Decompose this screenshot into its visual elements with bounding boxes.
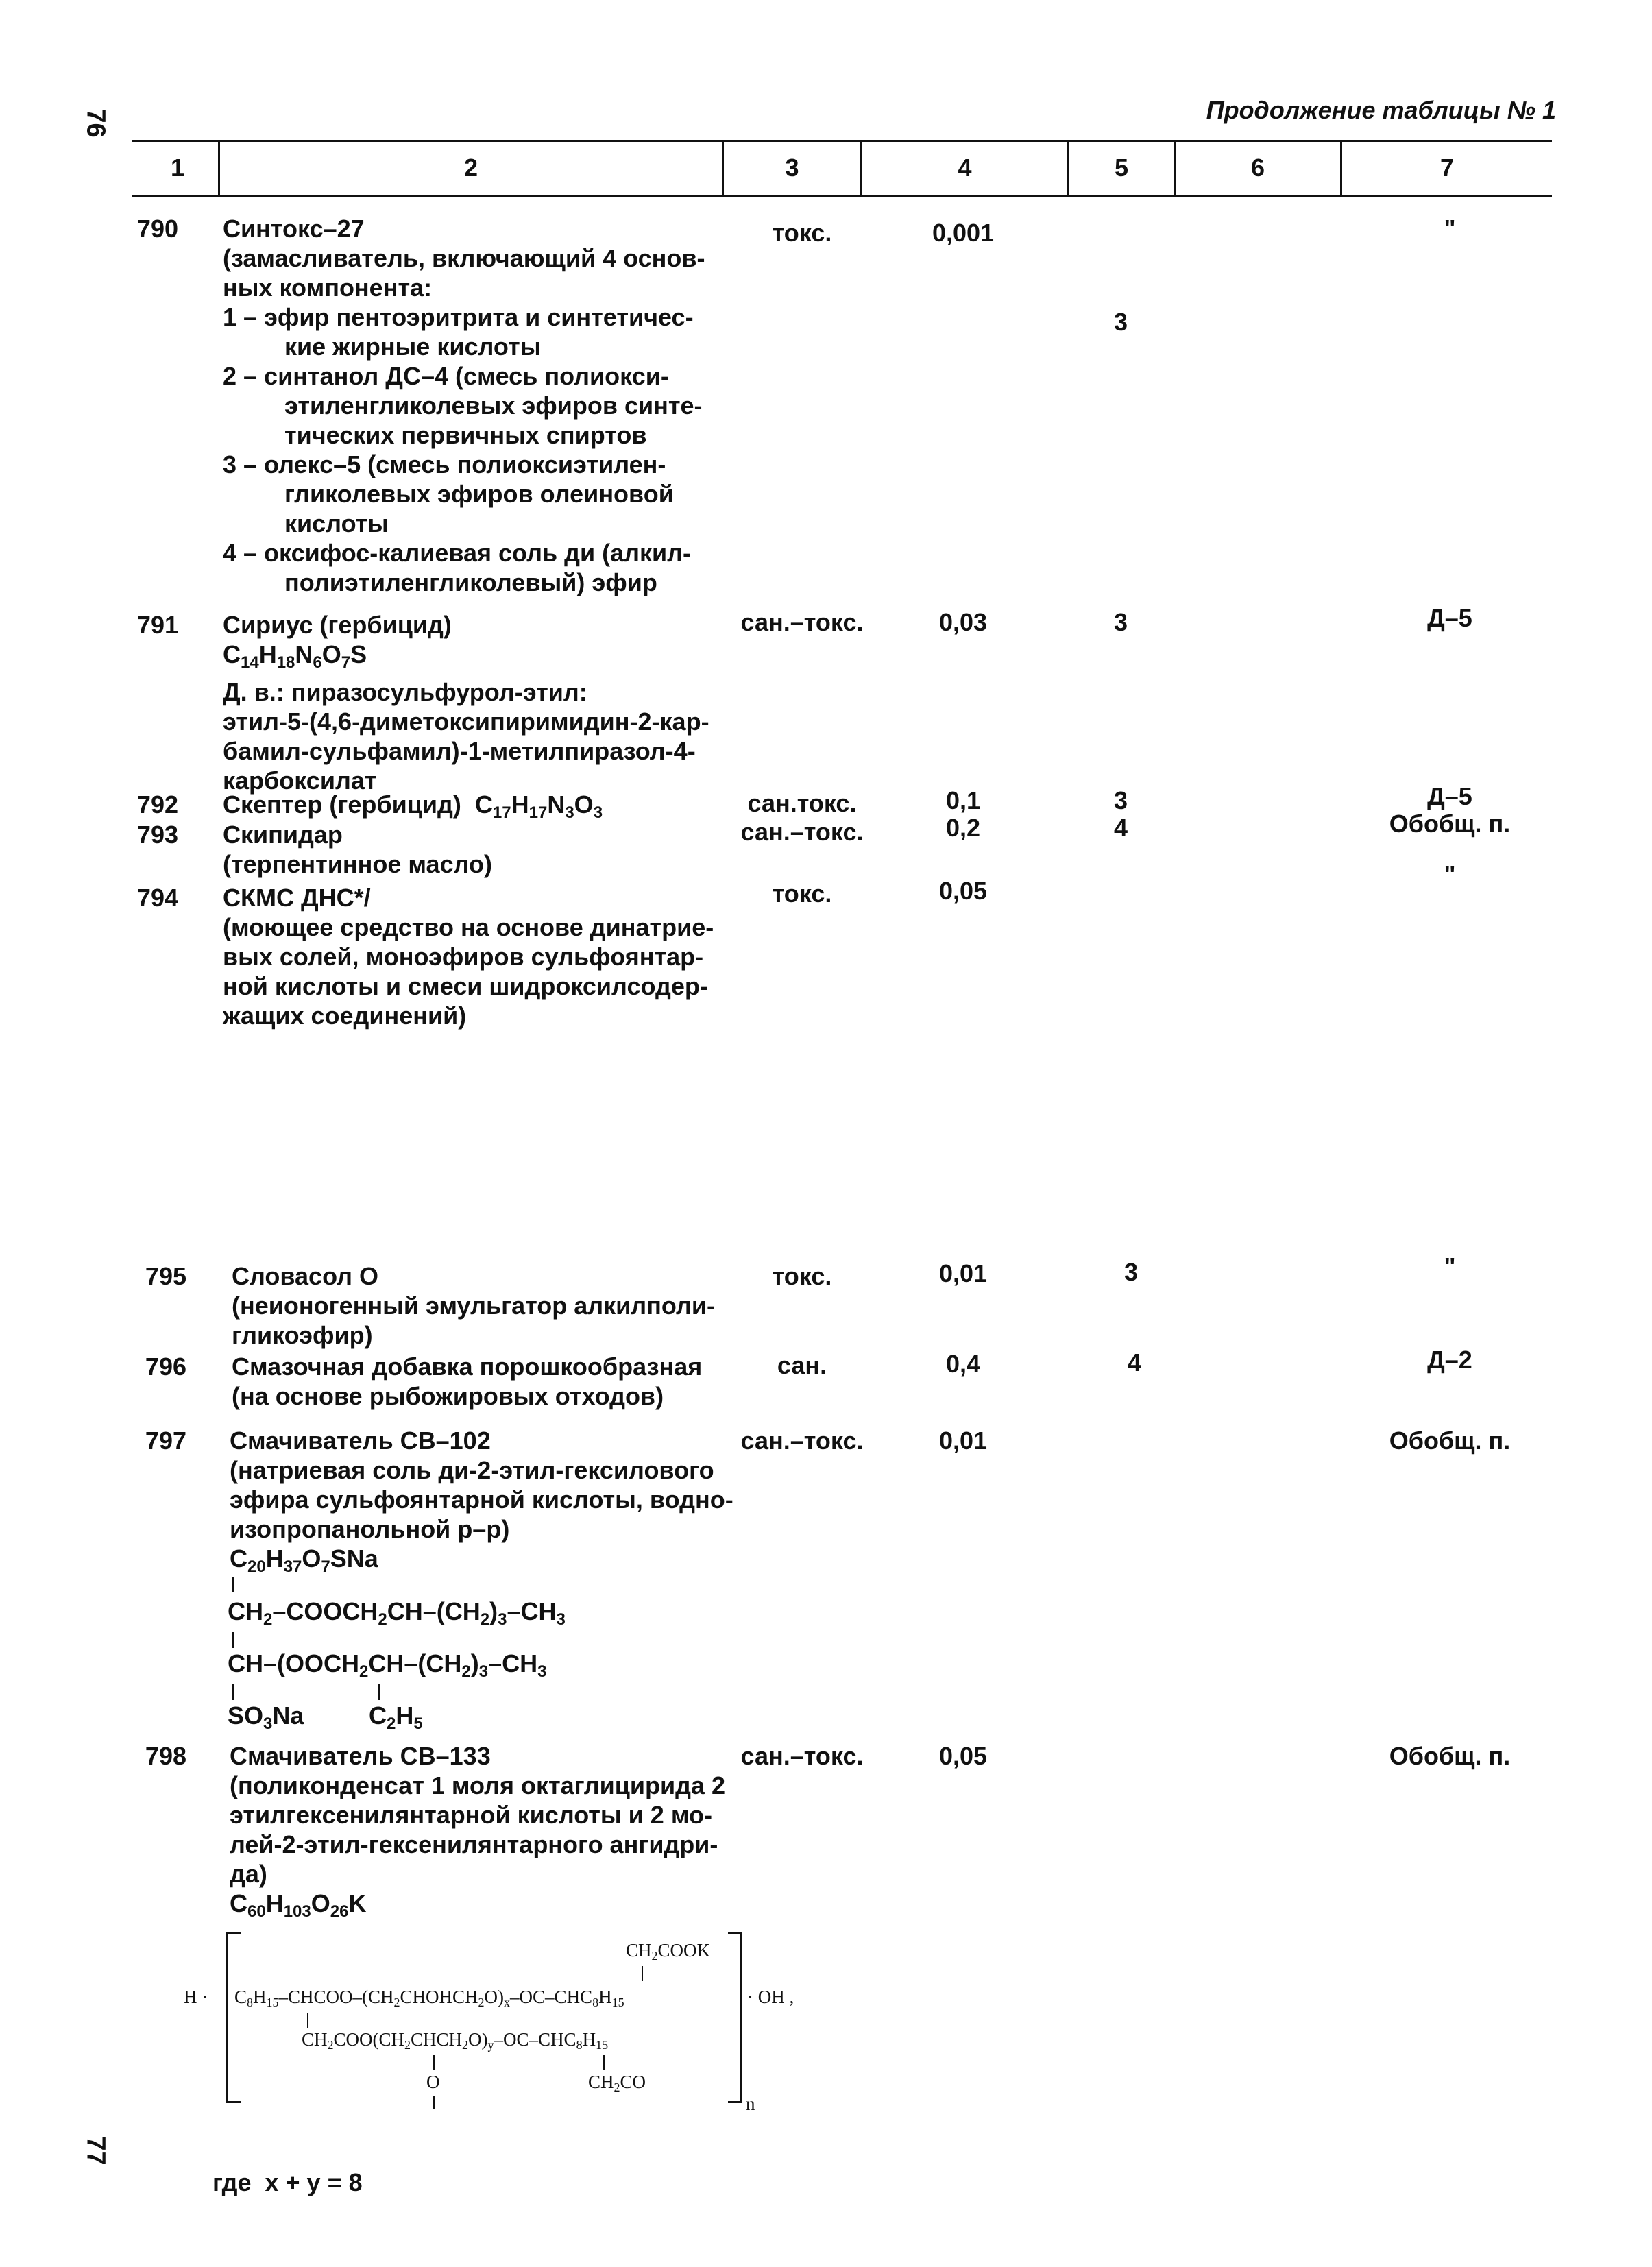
struct-798-suffix: · OH ,	[747, 1987, 794, 2007]
name-line: эфира сульфоянтарной кислоты, водно-	[230, 1486, 733, 1514]
name-line: этилгексенилянтарной кислоты и 2 мо-	[230, 1801, 712, 1829]
row-792-col4: 0,1	[945, 786, 981, 814]
name-line: Д. в.: пиразосульфурол-этил:	[223, 678, 587, 706]
row-796-number: 796	[145, 1353, 186, 1381]
row-795-name	[232, 1261, 739, 1350]
row-793-col3: сан.–токс.	[740, 818, 864, 846]
row-798-col3: сан.–токс.	[740, 1742, 864, 1770]
header-col-7: 7	[1440, 154, 1455, 182]
struct-797-line3a: $SO_3Na$	[228, 1701, 304, 1733]
row-795-col5: 3	[1123, 1258, 1139, 1286]
name-line: (поликонденсат 1 моля октаглицирида 2	[230, 1771, 726, 1799]
row-792-name-line: Скептер (гербицид) $C_{17}H_{17}N_3O_3$	[223, 790, 603, 822]
row-791-col7: Д–5	[1427, 604, 1472, 632]
row-798-name	[230, 1741, 737, 1926]
row-790-number: 790	[136, 215, 178, 243]
row-793-number: 793	[136, 821, 178, 849]
row-797-col4: 0,01	[938, 1427, 988, 1455]
name-line: 2 – синтанол ДС–4 (смесь полиокси-	[223, 362, 669, 390]
name-line: Смазочная добавка порошкообразная	[232, 1353, 703, 1381]
row-798-col7: Обобщ. п.	[1389, 1742, 1511, 1770]
row-791-col3: сан.–токс.	[740, 608, 864, 636]
row-795-number: 795	[145, 1262, 186, 1290]
row-790-col3: токс.	[772, 219, 832, 247]
name-line: Синтокс–27	[223, 215, 365, 243]
name-line: Смачиватель СВ–102	[230, 1427, 491, 1455]
name-line: Смачиватель СВ–133	[230, 1742, 491, 1770]
header-col-4: 4	[958, 154, 972, 182]
name-line: кислоты	[284, 509, 389, 537]
struct-798-main: $C_8H_{15}-CHCOO-(CH_2CHOHCH_2O)_x-OC-CHC_8H_{15}$	[234, 1987, 624, 2009]
row-797-number: 797	[145, 1427, 186, 1455]
row-792-col7: Д–5	[1427, 782, 1472, 810]
name-line: изопропанольной р–р)	[230, 1515, 510, 1543]
struct-798-bottom-r: $CH_2CO$	[588, 2072, 646, 2094]
row-792-name-text: Скептер (гербицид)	[223, 790, 461, 819]
bond-line	[378, 1684, 380, 1700]
row-791-formula: $C_{14}H_{18}N_6O_7S$	[223, 640, 367, 672]
row-796-col4: 0,4	[945, 1350, 981, 1378]
struct-797-line1: $CH_2-COOCH_2CH-(CH_2)_3-CH_3$	[228, 1597, 566, 1629]
name-line: 3 – олекс–5 (смесь полиоксиэтилен-	[223, 450, 666, 478]
row-797-name	[230, 1426, 737, 1581]
name-line: (на основе рыбожировых отходов)	[232, 1382, 664, 1410]
row-792-col3: сан.токс.	[747, 789, 857, 817]
header-col-5: 5	[1114, 154, 1129, 182]
page-number-bottom: 77	[81, 2136, 110, 2166]
name-line: жащих соединений)	[223, 1002, 467, 1030]
row-792-col5: 3	[1113, 786, 1128, 814]
header-col-6: 6	[1250, 154, 1265, 182]
bond-line	[603, 2055, 605, 2070]
row-793-col4: 0,2	[945, 814, 981, 842]
row-795-col3: токс.	[772, 1262, 832, 1290]
bond-line	[433, 2055, 435, 2070]
row-796-col5: 4	[1127, 1348, 1142, 1377]
name-line: Сириус (гербицид)	[223, 611, 452, 639]
struct-798-right-bracket	[728, 1932, 742, 2103]
table-top-rule	[132, 140, 1552, 142]
name-line: карбоксилат	[223, 766, 377, 795]
bond-line	[232, 1632, 234, 1648]
row-794-number: 794	[136, 884, 178, 912]
struct-798-mid: $CH_2COO(CH_2CHCH_2O)_y-OC-CHC_8H_{15}$	[302, 2029, 609, 2052]
name-line: вых солей, моноэфиров сульфоянтар-	[223, 943, 704, 971]
struct-797-line2: $CH-(OOCH_2CH-(CH_2)_3-CH_3$	[228, 1649, 547, 1681]
name-line: (моющее средство на основе динатрие-	[223, 913, 714, 941]
row-798-col4: 0,05	[938, 1742, 988, 1770]
row-794-col4: 0,05	[938, 877, 988, 905]
row-793-name	[223, 820, 730, 879]
row-796-col7: Д–2	[1427, 1346, 1472, 1374]
bond-line	[642, 1966, 643, 1981]
row-797-formula: $C_{20}H_{37}O_7SNa$	[230, 1544, 378, 1576]
bond-line	[232, 1577, 234, 1592]
row-796-col3: сан.	[777, 1351, 827, 1379]
row-798-formula: $C_{60}H_{103}O_{26}K$	[230, 1889, 367, 1921]
row-795-col4: 0,01	[938, 1259, 988, 1287]
row-793-col7: Обобщ. п.	[1389, 810, 1511, 838]
struct-798-h-prefix: H ·	[184, 1987, 208, 2007]
footnote: где x + y = 8	[212, 2168, 363, 2196]
row-790-col7: "	[1444, 215, 1456, 243]
row-798-number: 798	[145, 1742, 186, 1770]
name-line: этиленгликолевых эфиров синте-	[284, 391, 703, 420]
bond-line	[307, 2013, 308, 2028]
row-790-col5: 3	[1113, 308, 1128, 336]
name-line: да)	[230, 1860, 267, 1888]
name-line: ных компонента:	[223, 274, 433, 302]
name-line: (замасливатель, включающий 4 основ-	[223, 244, 705, 272]
header-col-1: 1	[170, 154, 185, 182]
row-790-name	[223, 214, 730, 597]
struct-798-bottom-o: O	[426, 2072, 440, 2092]
name-line: лей-2-этил-гексенилянтарного ангидри-	[230, 1830, 718, 1858]
row-797-col7: Обобщ. п.	[1389, 1427, 1511, 1455]
name-line: Словасол О	[232, 1262, 379, 1290]
name-line: (неионогенный эмульгатор алкилполи-	[232, 1292, 715, 1320]
header-col-2: 2	[463, 154, 478, 182]
row-792-number: 792	[136, 790, 178, 819]
row-791-col5: 3	[1113, 608, 1128, 636]
struct-798-index: n	[746, 2094, 755, 2114]
row-794-col7: "	[1444, 860, 1456, 888]
row-791-number: 791	[136, 611, 178, 639]
name-line: тических первичных спиртов	[284, 421, 647, 449]
struct-798-left-bracket	[226, 1932, 241, 2103]
name-line: (натриевая соль ди-2-этил-гексилового	[230, 1456, 714, 1484]
name-line: СКМС ДНС*/	[223, 884, 371, 912]
name-line: гликоэфир)	[232, 1321, 373, 1349]
struct-798-top: $CH_2COOK$	[626, 1940, 711, 1963]
name-line: (терпентинное масло)	[223, 850, 492, 878]
row-796-name	[232, 1352, 739, 1411]
row-793-col5: 4	[1113, 814, 1128, 842]
row-797-col3: сан.–токс.	[740, 1427, 864, 1455]
name-line: 1 – эфир пентоэритрита и синтетичес-	[223, 303, 694, 331]
row-791-name	[223, 610, 730, 795]
row-794-name	[223, 883, 730, 1030]
name-line: гликолевых эфиров олеиновой	[284, 480, 674, 508]
continuation-title: Продолжение таблицы № 1	[1206, 96, 1556, 124]
table-header-rule	[132, 195, 1552, 197]
page-number-top: 76	[81, 108, 110, 138]
name-line: ной кислоты и смеси шидроксилсодер-	[223, 972, 708, 1000]
row-795-col7: "	[1444, 1252, 1456, 1281]
name-line: Скипидар	[223, 821, 343, 849]
name-line: этил-5-(4,6-диметоксипиримидин-2-кар-	[223, 707, 709, 736]
header-col-3: 3	[785, 154, 799, 182]
name-line: кие жирные кислоты	[284, 332, 542, 361]
bond-line	[433, 2096, 435, 2109]
name-line: бамил-сульфамил)-1-метилпиразол-4-	[223, 737, 696, 765]
name-line: 4 – оксифос-калиевая соль ди (алкил-	[223, 539, 692, 567]
name-line: полиэтиленгликолевый) эфир	[284, 568, 657, 596]
row-790-col4: 0,001	[932, 219, 995, 247]
struct-797-line3b: $C_2H_5$	[369, 1701, 423, 1733]
row-794-col3: токс.	[772, 880, 832, 908]
row-791-col4: 0,03	[938, 608, 988, 636]
bond-line	[232, 1684, 234, 1700]
